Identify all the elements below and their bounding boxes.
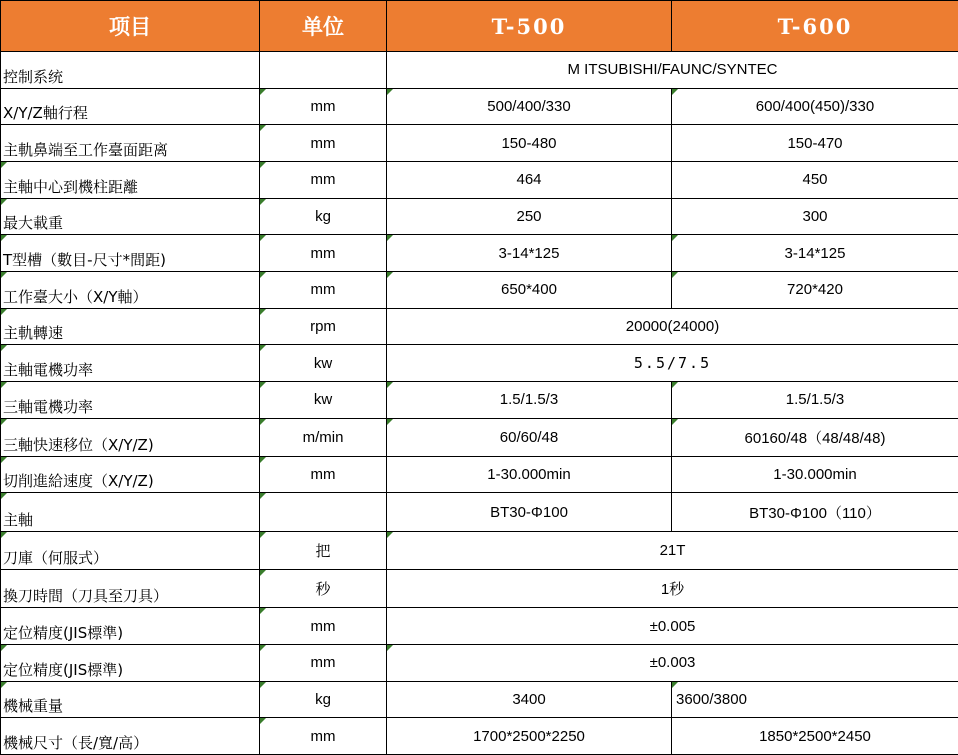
unit-cell: [260, 418, 387, 456]
spec-row: [1, 161, 958, 198]
item-cell: [1, 235, 260, 272]
error-flag-icon: [1, 457, 7, 463]
value-cell-t600: [672, 418, 958, 456]
unit-label: kw: [313, 391, 333, 409]
merged-value-cell: [387, 531, 958, 569]
value-cell-t500: [387, 88, 672, 125]
item-cell: [1, 308, 260, 345]
item-label: 最大載重: [3, 214, 64, 233]
spec-row: [1, 88, 958, 125]
error-flag-icon: [387, 419, 393, 425]
item-label: T型槽（數目-尺寸*間距): [3, 250, 166, 269]
value-cell-t500: [387, 235, 672, 272]
error-flag-icon: [1, 162, 7, 168]
value-label: 3600/3800: [676, 690, 747, 708]
value-cell-t600: [672, 681, 958, 718]
value-label: 500/400/330: [487, 97, 571, 115]
spec-row: [1, 345, 958, 382]
item-cell: [1, 198, 260, 235]
spec-row: [1, 52, 958, 89]
item-label: 工作臺大小（X/Y軸）: [3, 287, 148, 306]
unit-cell: [260, 569, 387, 607]
unit-label: mm: [310, 281, 336, 299]
error-flag-icon: [260, 682, 266, 688]
error-flag-icon: [260, 199, 266, 205]
error-flag-icon: [1, 235, 7, 241]
error-flag-icon: [260, 272, 266, 278]
value-cell-t600: [672, 235, 958, 272]
error-flag-icon: [260, 493, 266, 499]
value-cell-t500: 1700*2500*2250: [387, 718, 672, 755]
unit-label: 把: [315, 542, 331, 560]
item-label: 機械重量: [3, 697, 64, 716]
error-flag-icon: [672, 272, 678, 278]
error-flag-icon: [260, 162, 266, 168]
unit-cell: [260, 345, 387, 382]
unit-cell: [260, 608, 387, 645]
spec-row: [1, 644, 958, 681]
unit-label: mm: [310, 97, 336, 115]
unit-cell: [260, 125, 387, 162]
spec-row: [1, 718, 958, 755]
value-cell-t600: 1-30.000min: [672, 456, 958, 493]
value-cell-t500: [387, 271, 672, 308]
value-label: 600/400(450)/330: [755, 97, 875, 115]
value-cell-t600: [672, 271, 958, 308]
error-flag-icon: [1, 532, 7, 538]
value-label: 650*400: [501, 281, 557, 299]
value-label: 21T: [659, 541, 686, 559]
header-item: 项目: [1, 1, 260, 52]
item-cell: [1, 531, 260, 569]
error-flag-icon: [260, 532, 266, 538]
item-label: 主軸電機功率: [3, 360, 94, 379]
value-cell-t600: BT30-Φ100（110）: [672, 493, 958, 531]
unit-cell: [260, 308, 387, 345]
error-flag-icon: [1, 645, 7, 651]
item-cell: [1, 345, 260, 382]
item-cell: 主軌鼻端至工作臺面距离: [1, 125, 260, 162]
value-cell-t600: 450: [672, 161, 958, 198]
value-cell-t500: 3400: [387, 681, 672, 718]
item-cell: [1, 456, 260, 493]
spec-row: [1, 493, 958, 531]
unit-label: 秒: [315, 581, 331, 599]
unit-label: mm: [310, 654, 336, 672]
value-cell-t500: 464: [387, 161, 672, 198]
error-flag-icon: [260, 309, 266, 315]
item-cell: 控制系统: [1, 52, 260, 89]
merged-value-cell: M ITSUBISHI/FAUNC/SYNTEC: [387, 52, 958, 89]
error-flag-icon: [260, 89, 266, 95]
value-label: 3-14*125: [498, 244, 560, 262]
item-cell: 換刀時間（刀具至刀具）: [1, 569, 260, 607]
value-cell-t500: BT30-Φ100: [387, 493, 672, 531]
error-flag-icon: [260, 457, 266, 463]
merged-value-cell: 1秒: [387, 569, 958, 607]
item-cell: [1, 271, 260, 308]
unit-cell: [260, 456, 387, 493]
value-cell-t500: [387, 381, 672, 418]
spec-row: [1, 569, 958, 607]
item-label: 刀庫（何服式）: [3, 548, 109, 567]
item-cell: [1, 681, 260, 718]
item-cell: [1, 161, 260, 198]
item-cell: 機械尺寸（長/寬/高）: [1, 718, 260, 755]
item-cell: [1, 493, 260, 531]
item-label: 主軸中心到機柱距離: [3, 177, 139, 196]
item-label: 主軌轉速: [3, 324, 64, 343]
spec-row: [1, 125, 958, 162]
error-flag-icon: [260, 125, 266, 131]
unit-cell: [260, 718, 387, 755]
error-flag-icon: [387, 382, 393, 388]
value-cell-t600: 300: [672, 198, 958, 235]
unit-label: mm: [310, 466, 336, 484]
spec-row: [1, 681, 958, 718]
merged-value-cell: ±0.005: [387, 608, 958, 645]
error-flag-icon: [1, 272, 7, 278]
value-label: 1.5/1.5/3: [499, 391, 559, 409]
error-flag-icon: [387, 532, 393, 538]
error-flag-icon: [387, 645, 393, 651]
item-label: 主軸: [3, 510, 34, 529]
value-cell-t500: 150-480: [387, 125, 672, 162]
value-cell-t600: 150-470: [672, 125, 958, 162]
unit-label: mm: [310, 727, 336, 745]
error-flag-icon: [1, 309, 7, 315]
error-flag-icon: [672, 382, 678, 388]
header-t600: T-600: [672, 1, 958, 52]
error-flag-icon: [260, 570, 266, 576]
error-flag-icon: [672, 419, 678, 425]
unit-label: rpm: [310, 317, 336, 335]
spec-row: [1, 235, 958, 272]
spec-row: [1, 381, 958, 418]
item-label: 切削進給速度（X/Y/Z): [3, 472, 154, 491]
value-cell-t500: [387, 418, 672, 456]
merged-value-cell: 5.5/7.5: [387, 345, 958, 382]
item-cell: 定位精度(JIS標準): [1, 608, 260, 645]
error-flag-icon: [260, 645, 266, 651]
error-flag-icon: [260, 608, 266, 614]
unit-label: mm: [310, 617, 336, 635]
unit-label: kg: [315, 207, 331, 225]
unit-cell: [260, 88, 387, 125]
value-label: 60/60/48: [499, 428, 559, 446]
unit-cell: [260, 381, 387, 418]
spec-row: [1, 531, 958, 569]
spec-row: [1, 271, 958, 308]
value-label: ±0.003: [649, 654, 696, 672]
merged-value-cell: 20000(24000): [387, 308, 958, 345]
unit-cell: [260, 198, 387, 235]
error-flag-icon: [387, 272, 393, 278]
error-flag-icon: [260, 419, 266, 425]
value-cell-t500: 1-30.000min: [387, 456, 672, 493]
unit-label: mm: [310, 171, 336, 189]
item-cell: [1, 381, 260, 418]
unit-cell: [260, 644, 387, 681]
spec-row: [1, 198, 958, 235]
unit-label: kw: [313, 354, 333, 372]
item-cell: [1, 418, 260, 456]
header-unit: 单位: [260, 1, 387, 52]
error-flag-icon: [1, 682, 7, 688]
error-flag-icon: [1, 493, 7, 499]
error-flag-icon: [260, 235, 266, 241]
error-flag-icon: [672, 682, 678, 688]
header-row: [1, 1, 958, 52]
error-flag-icon: [260, 718, 266, 724]
value-cell-t600: 1850*2500*2450: [672, 718, 958, 755]
error-flag-icon: [672, 235, 678, 241]
item-label: 定位精度(JIS標準): [3, 660, 124, 679]
spec-row: [1, 456, 958, 493]
value-label: 60160/48（48/48/48): [744, 429, 886, 447]
spec-row: [1, 308, 958, 345]
item-cell: X/Y/Z軸行程: [1, 88, 260, 125]
unit-cell: [260, 52, 387, 89]
item-cell: [1, 644, 260, 681]
error-flag-icon: [1, 419, 7, 425]
unit-cell: [260, 531, 387, 569]
unit-label: kg: [315, 690, 331, 708]
value-cell-t500: 250: [387, 198, 672, 235]
spec-row: [1, 608, 958, 645]
unit-label: mm: [310, 134, 336, 152]
error-flag-icon: [260, 382, 266, 388]
unit-cell: [260, 235, 387, 272]
value-label: 1.5/1.5/3: [785, 391, 845, 409]
error-flag-icon: [1, 199, 7, 205]
error-flag-icon: [260, 345, 266, 351]
error-flag-icon: [387, 235, 393, 241]
value-cell-t600: [672, 381, 958, 418]
header-t500: T-500: [387, 1, 672, 52]
unit-cell: [260, 493, 387, 531]
error-flag-icon: [1, 382, 7, 388]
unit-cell: [260, 681, 387, 718]
error-flag-icon: [1, 345, 7, 351]
unit-label: m/min: [302, 428, 344, 446]
unit-cell: [260, 271, 387, 308]
error-flag-icon: [387, 89, 393, 95]
spec-row: [1, 418, 958, 456]
item-label: 三軸電機功率: [3, 397, 94, 416]
error-flag-icon: [672, 89, 678, 95]
value-label: 3-14*125: [784, 244, 846, 262]
item-label: 三軸快速移位（X/Y/Z): [3, 435, 154, 454]
merged-value-cell: [387, 644, 958, 681]
value-label: 720*420: [787, 281, 843, 299]
unit-cell: [260, 161, 387, 198]
value-cell-t600: [672, 88, 958, 125]
unit-label: mm: [310, 244, 336, 262]
